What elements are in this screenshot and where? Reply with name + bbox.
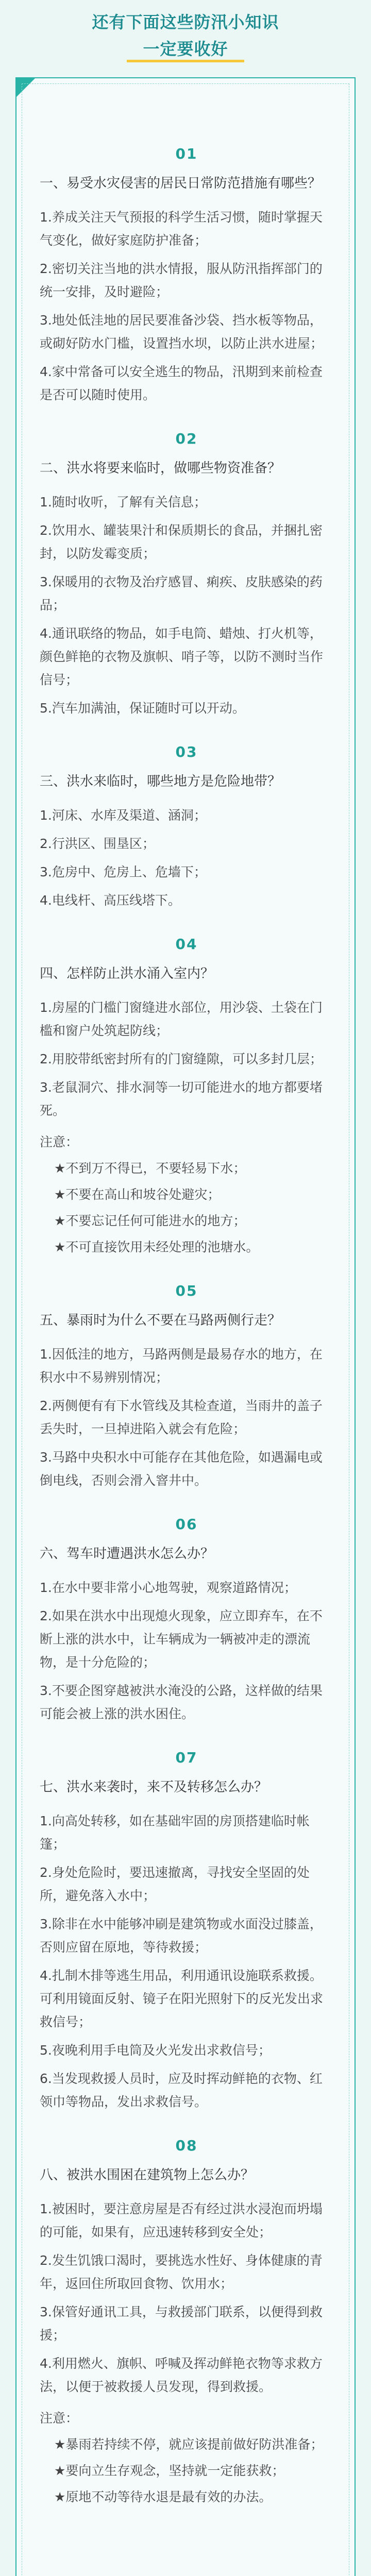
section-question: 五、暴雨时为什么不要在马路两侧行走？ <box>40 1313 281 1328</box>
note-item: ★不可直接饮用未经处理的池塘水。 <box>54 1240 259 1255</box>
answer-item: 2.身处危险时，要迅速撤离，寻找安全坚固的处所，避免落入水中； <box>40 1865 310 1903</box>
answer-item: 5.汽车加满油，保证随时可以开动。 <box>40 701 245 716</box>
note-item: ★要向立生存观念，坚持就一定能获救； <box>54 2463 285 2478</box>
section-3 <box>40 743 333 912</box>
answer-item: 1.因低洼的地方，马路两侧是最易存水的地方，在积水中不易辨别情况； <box>40 1347 323 1385</box>
answer-item: 3.老鼠洞穴、排水洞等一切可能进水的地方都要堵死。 <box>40 1080 323 1118</box>
answer-item: 4.家中常备可以安全逃生的物品，汛期到来前检查是否可以随时使用。 <box>40 364 323 402</box>
answer-item: 4.利用燃火、旗帜、呼喊及挥动鲜艳衣物等求救方法，以便于被救援人员发现，得到救援。 <box>40 2356 323 2394</box>
section-number: 04 <box>175 936 198 953</box>
answer-item: 1.养成关注天气预报的科学生活习惯，随时掌握天气变化，做好家庭防护准备； <box>40 210 323 248</box>
section-question: 八、被洪水围困在建筑物上怎么办？ <box>40 2167 255 2183</box>
section-2 <box>40 430 333 720</box>
page-title-line-2: 一定要收好 <box>143 39 228 59</box>
section-number: 08 <box>175 2137 198 2154</box>
content-body <box>40 145 333 2532</box>
answer-item: 2.饮用水、罐装果汁和保质期长的食品，并捆扎密封，以防发霉变质； <box>40 523 323 561</box>
section-question: 七、洪水来袭时，来不及转移怎么办？ <box>40 1780 268 1795</box>
section-5 <box>40 1282 333 1492</box>
corner-decoration-top-left <box>15 77 36 98</box>
content-card <box>15 77 356 2576</box>
note-label: 注意： <box>40 2411 79 2426</box>
note-item: ★原地不动等待水退是最有效的办法。 <box>54 2489 272 2504</box>
answer-item: 2.发生饥饿口渴时，要挑选水性好、身体健康的青年，返回住所取回食物、饮用水； <box>40 2253 323 2291</box>
answer-item: 2.密切关注当地的洪水情报，服从防汛指挥部门的统一安排，及时避险； <box>40 261 323 299</box>
note-item: ★不到万不得已，不要轻易下水； <box>54 1161 246 1176</box>
answer-item: 3.马路中央积水中可能存在其他危险，如遇漏电或倒电线，否则会滑入窨井中。 <box>40 1450 323 1488</box>
answer-item: 3.保暖用的衣物及治疗感冒、痢疾、皮肤感染的药品； <box>40 574 323 613</box>
answer-item: 1.在水中要非常小心地驾驶，观察道路情况； <box>40 1580 297 1595</box>
section-number: 03 <box>175 743 198 760</box>
section-6 <box>40 1516 333 1725</box>
header <box>0 0 371 77</box>
answer-item: 2.如果在洪水中出现熄火现象，应立即弃车，在不断上涨的洪水中，让车辆成为一辆被冲走的漂流物，是十分危险的； <box>40 1608 323 1670</box>
section-question: 二、洪水将要来临时，做哪些物资准备？ <box>40 461 281 476</box>
answer-item: 2.行洪区、围垦区； <box>40 836 155 851</box>
note-item: ★不要在高山和坡谷处避灾； <box>54 1187 221 1202</box>
answer-item: 3.除非在水中能够冲刷是建筑物或水面没过膝盖，否则应留在原地，等待救援； <box>40 1917 323 1955</box>
section-1 <box>40 145 333 406</box>
section-number: 07 <box>175 1749 198 1766</box>
answer-item: 1.河床、水库及渠道、涵洞； <box>40 808 207 823</box>
page-title-line-1: 还有下面这些防汛小知识 <box>92 12 279 32</box>
answer-item: 3.危房中、危房上、危墙下； <box>40 865 207 879</box>
answer-item: 3.不要企图穿越被洪水淹没的公路，这样做的结果可能会被上涨的洪水困住。 <box>40 1683 323 1721</box>
section-question: 三、洪水来临时，哪些地方是危险地带？ <box>40 774 281 789</box>
answer-item: 4.通讯联络的物品，如手电筒、蜡烛、打火机等，颜色鲜艳的衣物及旗帜、哨子等，以防不测时当作信号； <box>40 626 324 687</box>
section-8 <box>40 2137 333 2509</box>
answer-item: 6.当发现救援人员时，应及时挥动鲜艳的衣物、红领巾等物品，发出求救信号。 <box>40 2071 323 2109</box>
answer-item: 1.随时收听，了解有关信息； <box>40 495 207 510</box>
answer-item: 2.两侧便有有下水管线及其检查道，当雨井的盖子丢失时，一旦掉进陷入就会有危险； <box>40 1398 323 1436</box>
section-number: 01 <box>175 145 198 162</box>
answer-item: 4.扎制木排等逃生用品，利用通讯设施联系救援。可利用镜面反射、镜子在阳光照射下的反光发出求救信号； <box>40 1968 324 2029</box>
section-7 <box>40 1749 333 2113</box>
answer-item: 4.电线杆、高压线塔下。 <box>40 893 181 908</box>
section-number: 02 <box>175 430 198 447</box>
section-question: 一、易受水灾侵害的居民日常防范措施有哪些？ <box>40 176 322 191</box>
note-item: ★暴雨若持续不停，就应该提前做好防洪准备； <box>54 2437 324 2452</box>
answer-item: 5.夜晚利用手电筒及火光发出求救信号； <box>40 2043 271 2058</box>
section-question: 四、怎样防止洪水涌入室内？ <box>40 966 214 981</box>
section-question: 六、驾车时遭遇洪水怎么办？ <box>40 1546 214 1562</box>
answer-item: 1.房屋的门槛门窗缝进水部位，用沙袋、土袋在门槛和窗户处筑起防线； <box>40 1000 323 1038</box>
answer-item: 3.保管好通讯工具，与救援部门联系，以便得到救援； <box>40 2304 323 2343</box>
section-4 <box>40 936 333 1259</box>
answer-item: 3.地处低洼地的居民要准备沙袋、挡水板等物品，或砌好防水门槛，设置挡水坝，以防止洪水进屋； <box>40 313 324 351</box>
section-number: 06 <box>175 1516 198 1533</box>
answer-item: 1.被困时，要注意房屋是否有经过洪水浸泡而坍塌的可能，如果有，应迅速转移到安全处； <box>40 2201 323 2240</box>
answer-item: 2.用胶带纸密封所有的门窗缝隙，可以多封几层； <box>40 1052 323 1066</box>
note-item: ★不要忘记任何可能进水的地方； <box>54 1213 246 1228</box>
answer-item: 1.向高处转移，如在基础牢固的房顶搭建临时帐篷； <box>40 1814 310 1852</box>
title-underline <box>127 60 244 62</box>
section-number: 05 <box>175 1282 198 1299</box>
note-label: 注意： <box>40 1134 79 1149</box>
